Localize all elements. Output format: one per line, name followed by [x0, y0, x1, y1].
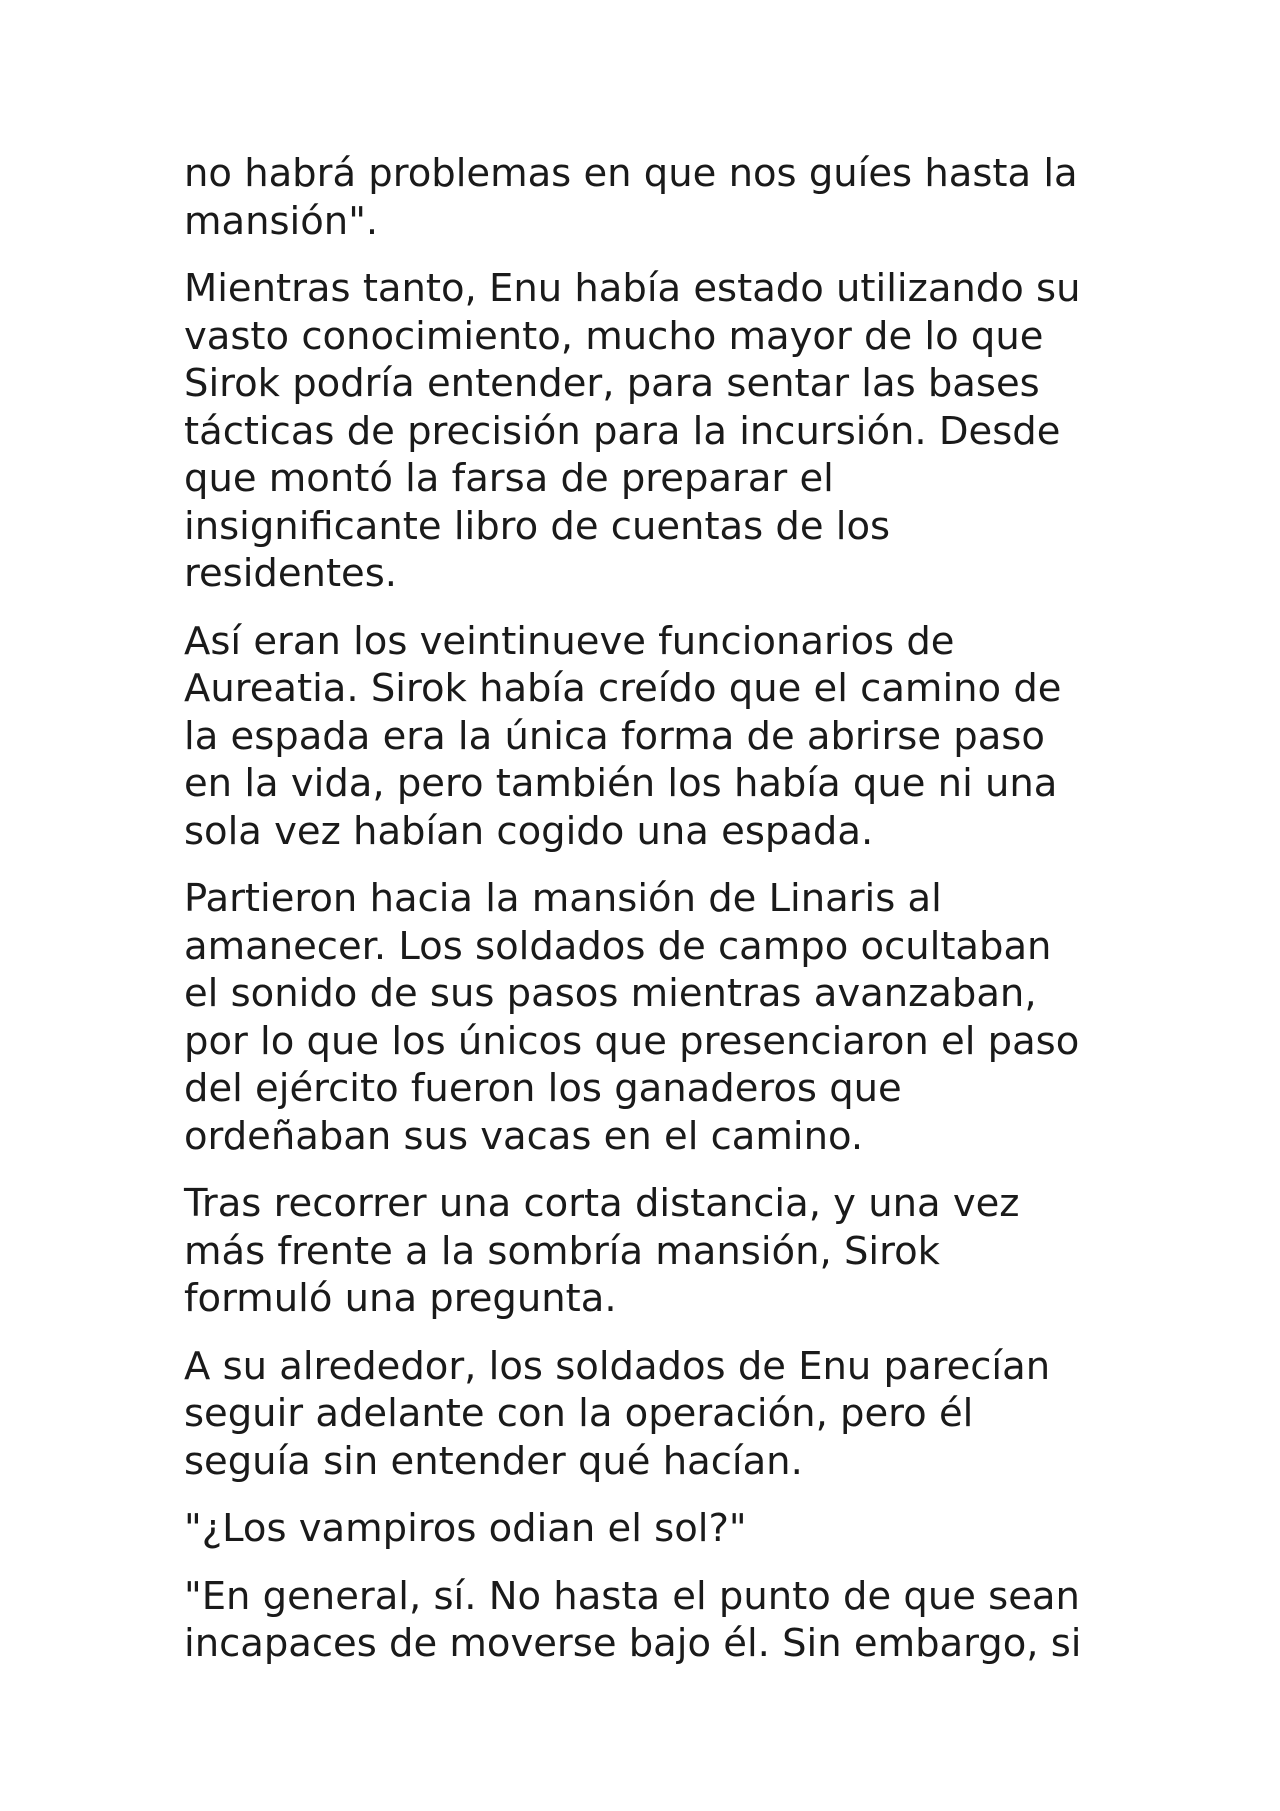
- paragraph: [184, 618, 1104, 856]
- text-line: mansión".: [184, 198, 379, 244]
- paragraph: [184, 150, 1104, 245]
- text-line: incapaces de moverse bajo él. Sin embargo, si: [184, 1621, 1082, 1666]
- text-line: Mientras tanto, Enu había estado utilizando su: [184, 266, 1081, 311]
- text-line: residentes.: [184, 551, 398, 596]
- paragraph: [184, 1180, 1104, 1323]
- text-line: el sonido de sus pasos mientras avanzaban,: [184, 971, 1037, 1016]
- text-line: no habrá problemas en que nos guíes hasta la: [184, 151, 1078, 196]
- paragraph: [184, 1573, 1104, 1668]
- text-line: tácticas de precisión para la incursión. Desde: [184, 408, 1061, 454]
- text-line: la espada era la única forma de abrirse paso: [184, 713, 1045, 759]
- text-line: vasto conocimiento, mucho mayor de lo que: [184, 313, 1044, 359]
- text-line: seguir adelante con la operación, pero él: [184, 1391, 974, 1436]
- text-line: en la vida, pero también los había que ni una: [184, 761, 1058, 806]
- paragraph: [184, 1343, 1104, 1486]
- text-line: del ejército fueron los ganaderos que: [184, 1066, 902, 1111]
- paragraph: [184, 265, 1104, 598]
- text-line: Aureatia. Sirok había creído que el camino de: [184, 666, 1062, 711]
- text-line: seguía sin entender qué hacían.: [184, 1438, 803, 1484]
- text-line: formuló una pregunta.: [184, 1276, 617, 1321]
- body-text: [184, 150, 1104, 1688]
- text-line: Sirok podría entender, para sentar las bases: [184, 361, 1040, 406]
- text-line: ordeñaban sus vacas en el camino.: [184, 1113, 864, 1159]
- text-line: Partieron hacia la mansión de Linaris al: [184, 876, 942, 921]
- text-line: "¿Los vampiros odian el sol?": [184, 1506, 747, 1551]
- text-line: insignificante libro de cuentas de los: [184, 503, 891, 549]
- text-line: sola vez habían cogido una espada.: [184, 808, 874, 854]
- text-line: Así eran los veintinueve funcionarios de: [184, 618, 955, 664]
- text-line: A su alrededor, los soldados de Enu parecían: [184, 1343, 1051, 1389]
- text-line: por lo que los únicos que presenciaron el paso: [184, 1018, 1080, 1064]
- paragraph: [184, 1505, 1104, 1553]
- paragraph: [184, 875, 1104, 1160]
- text-line: "En general, sí. No hasta el punto de que sean: [184, 1573, 1080, 1619]
- text-line: más frente a la sombría mansión, Sirok: [184, 1228, 940, 1274]
- text-line: que montó la farsa de preparar el: [184, 456, 834, 501]
- text-line: Tras recorrer una corta distancia, y una vez: [184, 1181, 1020, 1226]
- text-line: amanecer. Los soldados de campo ocultaban: [184, 923, 1052, 969]
